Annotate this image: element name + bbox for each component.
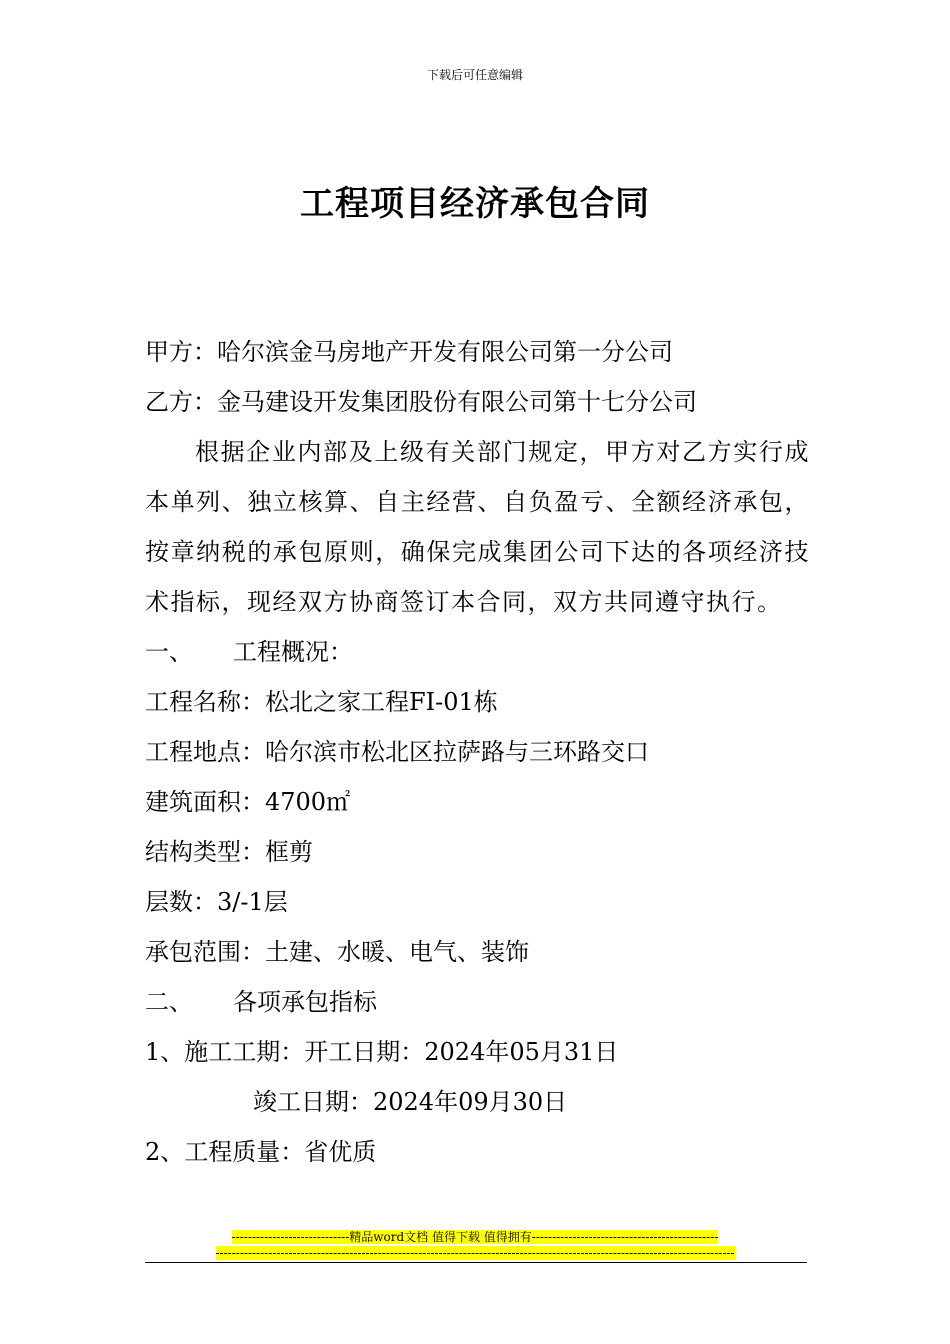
quality-line: 2、工程质量：省优质 <box>145 1138 377 1166</box>
document-title: 工程项目经济承包合同 <box>300 184 650 224</box>
building-area-line: 建筑面积：4700㎡ <box>145 788 351 816</box>
section-2-title: 各项承包指标 <box>233 988 377 1016</box>
project-location-line: 工程地点：哈尔滨市松北区拉萨路与三环路交口 <box>145 738 649 766</box>
section-1-title: 工程概况： <box>233 638 353 666</box>
party-b-line: 乙方：金马建设开发集团股份有限公司第十七分公司 <box>145 388 697 416</box>
section-1-heading <box>145 627 810 677</box>
intro-paragraph: 根据企业内部及上级有关部门规定，甲方对乙方实行成本单列、独立核算、自主经营、自负盈亏、全额经济承包，按章纳税的承包原则，确保完成集团公司下达的各项经济技术指标，现经双方协商签订本合同，双方共同遵守执行。 <box>145 438 810 616</box>
floor-count-line: 层数：3/-1层 <box>145 888 288 916</box>
structure-type-line: 结构类型：框剪 <box>145 838 313 866</box>
contract-body <box>145 327 810 1177</box>
footer-banner-text-2: -------------------------------------------------------------------------------------------------------------------------------- <box>215 1246 735 1260</box>
footer-rule <box>145 1262 807 1263</box>
footer-banner-text-1: -----------------------------精品word文档 值得下载 值得拥有---------------------------------------------- <box>231 1230 719 1244</box>
schedule-end-line: 竣工日期：2024年09月30日 <box>253 1088 568 1116</box>
project-name-line: 工程名称：松北之家工程FI-01栋 <box>145 688 498 716</box>
footer-banner-1 <box>0 1229 950 1245</box>
schedule-start-line: 1、施工工期：开工日期：2024年05月31日 <box>145 1038 619 1066</box>
header-note: 下载后可任意编辑 <box>426 68 523 82</box>
section-2-number: 二、 <box>145 988 193 1016</box>
section-1-number: 一、 <box>145 638 193 666</box>
section-2-heading <box>145 977 810 1027</box>
party-a-line: 甲方：哈尔滨金马房地产开发有限公司第一分公司 <box>145 338 673 366</box>
footer-banner-2 <box>0 1245 950 1261</box>
contract-scope-line: 承包范围：土建、水暖、电气、装饰 <box>145 938 529 966</box>
